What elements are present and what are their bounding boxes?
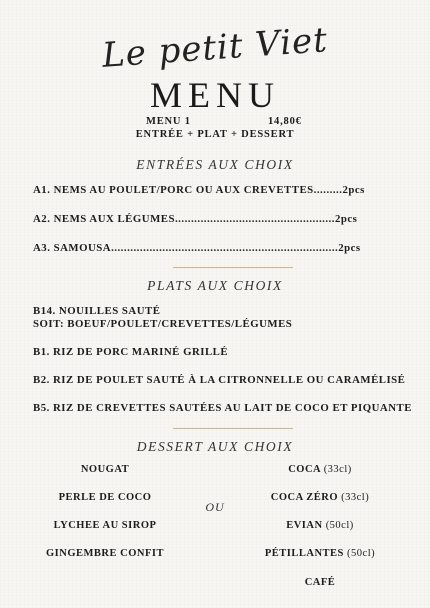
plat-item: B5. RIZ DE CREVETTES SAUTÉES AU LAIT DE COCO ET PIQUANTE bbox=[33, 402, 412, 414]
entree-item: A2. NEMS AUX LÉGUMES..................................................2pcs bbox=[33, 213, 358, 225]
drink-name: COCA bbox=[288, 464, 321, 475]
plat-item-options: SOIT: BOEUF/POULET/CREVETTES/LÉGUMES bbox=[33, 318, 293, 330]
dessert-item: NOUGAT bbox=[80, 464, 130, 475]
menu-title: MENU bbox=[150, 75, 280, 115]
formula-name: MENU 1 bbox=[146, 116, 191, 127]
drink-size: (33cl) bbox=[323, 464, 352, 475]
dessert-item: PERLE DE COCO bbox=[58, 492, 152, 503]
dessert-item: GINGEMBRE CONFIT bbox=[46, 548, 164, 559]
drink-size: (50cl) bbox=[347, 548, 376, 559]
dessert-item: LYCHEE AU SIROP bbox=[53, 520, 157, 531]
drink-name: PÉTILLANTES bbox=[264, 548, 344, 559]
formula-price: 14,80€ bbox=[268, 116, 302, 127]
drink-item bbox=[245, 548, 395, 559]
drink-name: COCA ZÉRO bbox=[270, 492, 338, 503]
or-separator: OU bbox=[205, 500, 225, 514]
plat-item: B1. RIZ DE PORC MARINÉ GRILLÉ bbox=[33, 346, 229, 358]
plat-item: B2. RIZ DE POULET SAUTÉ À LA CITRONNELLE OU CARAMÉLISÉ bbox=[33, 374, 406, 386]
drink-size: (33cl) bbox=[341, 492, 370, 503]
drink-item bbox=[245, 464, 395, 475]
drink-size: (50cl) bbox=[325, 520, 354, 531]
drink-item bbox=[245, 577, 395, 588]
drink-item bbox=[245, 520, 395, 531]
entree-item: A1. NEMS AU POULET/PORC OU AUX CREVETTES.........2pcs bbox=[33, 184, 365, 196]
plat-item: B14. NOUILLES SAUTÉ bbox=[33, 305, 161, 317]
section-divider bbox=[173, 267, 293, 268]
formula-description: ENTRÉE + PLAT + DESSERT bbox=[135, 129, 295, 140]
drink-name: CAFÉ bbox=[304, 577, 336, 588]
drink-item bbox=[245, 492, 395, 503]
entree-item: A3. SAMOUSA.......................................................................2pcs bbox=[33, 242, 361, 254]
drink-name: EVIAN bbox=[286, 520, 323, 531]
restaurant-logo-text: Le petit Viet bbox=[100, 20, 330, 76]
section-divider bbox=[173, 428, 293, 429]
dessert-section-title: DESSERT AUX CHOIX bbox=[136, 439, 294, 454]
plats-section-title: PLATS AUX CHOIX bbox=[147, 278, 283, 293]
entrees-section-title: ENTRÉES AUX CHOIX bbox=[136, 157, 294, 172]
